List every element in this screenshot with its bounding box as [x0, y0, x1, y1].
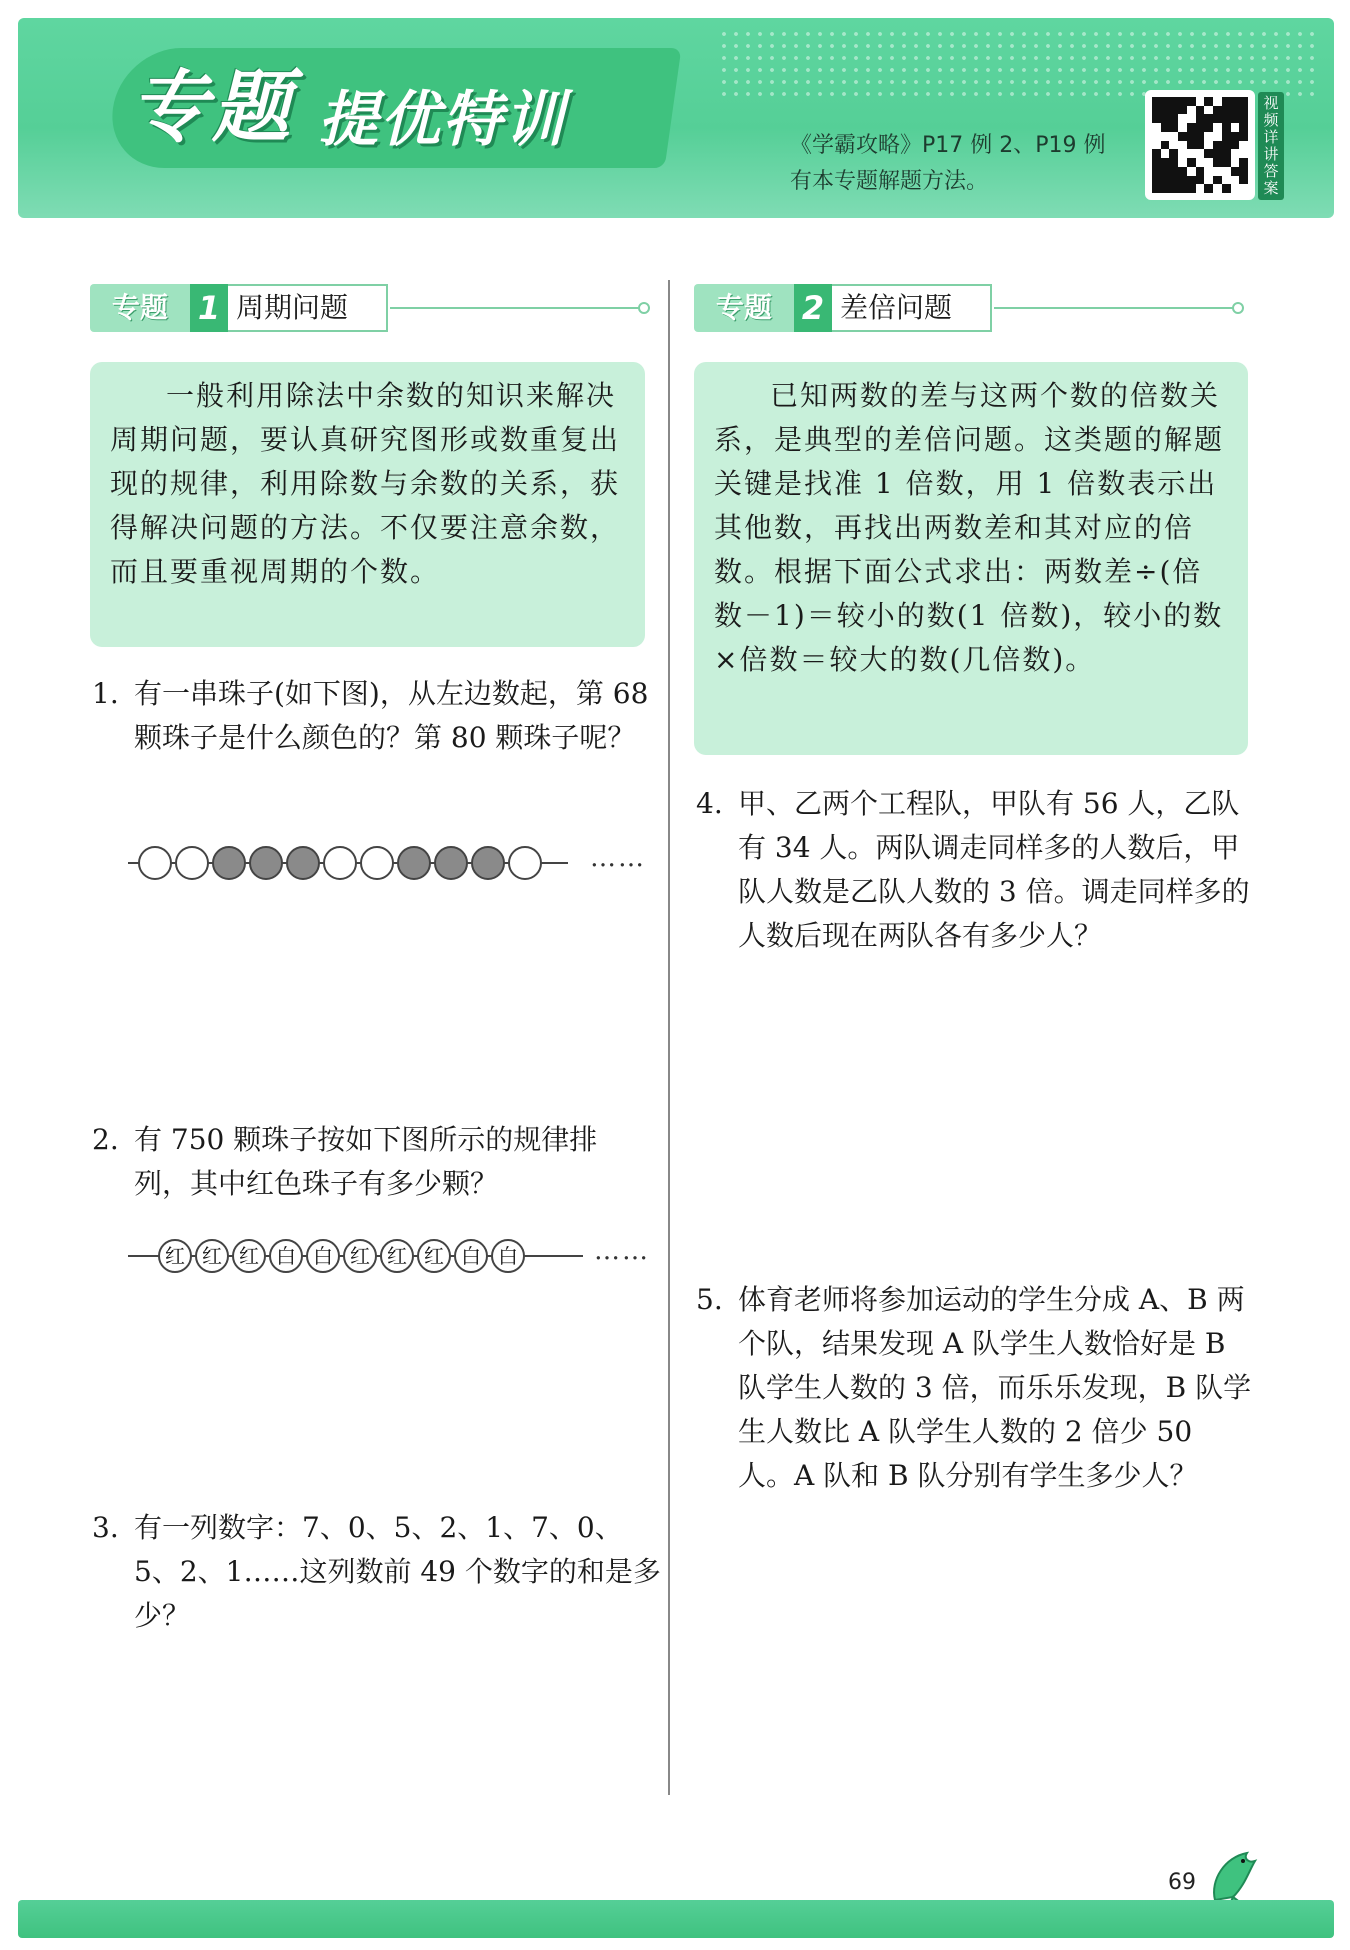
- page-title-main: 专题: [130, 63, 295, 153]
- qr-module: [1231, 141, 1240, 150]
- problem-number: 3.: [92, 1511, 119, 1544]
- topic-2-tip-text: 已知两数的差与这两个数的倍数关系，是典型的差倍问题。这类题的解题关键是找准 1 倍数，用 1 倍数表示出其他数，再找出两数差和其对应的倍数。根据下面公式求出：两数差÷(倍数－1)＝较小的数(1 倍数)，较小的数×倍数＝较大的数(几倍数)。: [714, 379, 1225, 676]
- column-divider: [668, 280, 670, 1795]
- ellipsis: ……: [594, 1236, 650, 1266]
- qr-module: [1196, 176, 1205, 185]
- qr-module: [1213, 132, 1222, 141]
- qr-module: [1178, 184, 1187, 193]
- problem-3: [92, 1506, 667, 1638]
- qr-module: [1178, 114, 1187, 123]
- qr-module: [1169, 184, 1178, 193]
- problem-text: 有一列数字：7、0、5、2、1、7、0、5、2、1……这列数前 49 个数字的和是多少？: [134, 1511, 661, 1632]
- qr-module: [1152, 184, 1161, 193]
- qr-module: [1169, 132, 1178, 141]
- qr-module: [1187, 158, 1196, 167]
- problem-5: [696, 1278, 1256, 1498]
- bead-white: 白: [454, 1239, 488, 1273]
- qr-module: [1152, 132, 1161, 141]
- qr-module: [1187, 184, 1196, 193]
- qr-module: [1239, 176, 1248, 185]
- qr-module: [1161, 123, 1170, 132]
- qr-module: [1231, 149, 1240, 158]
- qr-module: [1178, 158, 1187, 167]
- qr-module: [1213, 114, 1222, 123]
- qr-module: [1187, 149, 1196, 158]
- qr-module: [1222, 141, 1231, 150]
- qr-module: [1178, 141, 1187, 150]
- qr-module: [1161, 149, 1170, 158]
- problem-number: 2.: [92, 1123, 119, 1156]
- qr-module: [1187, 97, 1196, 106]
- qr-module: [1178, 106, 1187, 115]
- qr-module: [1204, 149, 1213, 158]
- bead-gray: [434, 846, 468, 880]
- qr-module: [1161, 106, 1170, 115]
- qr-module: [1204, 158, 1213, 167]
- qr-module: [1239, 158, 1248, 167]
- qr-module: [1187, 176, 1196, 185]
- qr-module: [1204, 97, 1213, 106]
- topic-title: 差倍问题: [832, 284, 992, 332]
- bead-red: 红: [195, 1239, 229, 1273]
- qr-module: [1161, 176, 1170, 185]
- qr-module: [1231, 132, 1240, 141]
- qr-module: [1187, 141, 1196, 150]
- topic-1-tip-box: [90, 362, 645, 647]
- qr-module: [1178, 167, 1187, 176]
- qr-module: [1169, 176, 1178, 185]
- qr-module: [1152, 141, 1161, 150]
- topic-rule: [994, 307, 1234, 309]
- qr-code-icon[interactable]: [1145, 90, 1255, 200]
- qr-module: [1222, 97, 1231, 106]
- bead-white: [323, 846, 357, 880]
- qr-module: [1231, 97, 1240, 106]
- qr-module: [1169, 141, 1178, 150]
- qr-module: [1196, 158, 1205, 167]
- topic-1-header: [90, 284, 656, 332]
- qr-module: [1152, 123, 1161, 132]
- bead-gray: [212, 846, 246, 880]
- bead-white: 白: [491, 1239, 525, 1273]
- qr-module: [1161, 114, 1170, 123]
- qr-module: [1213, 123, 1222, 132]
- qr-module: [1204, 176, 1213, 185]
- qr-module: [1213, 176, 1222, 185]
- qr-module: [1152, 158, 1161, 167]
- qr-module: [1169, 97, 1178, 106]
- qr-module: [1239, 167, 1248, 176]
- qr-module: [1187, 106, 1196, 115]
- qr-module: [1161, 158, 1170, 167]
- qr-module: [1222, 106, 1231, 115]
- qr-module: [1152, 167, 1161, 176]
- qr-module: [1204, 184, 1213, 193]
- bead-white: [360, 846, 394, 880]
- bead-red: 红: [417, 1239, 451, 1273]
- qr-module: [1196, 106, 1205, 115]
- problem-text: 有 750 颗珠子按如下图所示的规律排列，其中红色珠子有多少颗？: [134, 1123, 598, 1200]
- qr-module: [1204, 132, 1213, 141]
- qr-module: [1222, 158, 1231, 167]
- qr-module: [1213, 158, 1222, 167]
- bead-red: 红: [380, 1239, 414, 1273]
- qr-module: [1161, 184, 1170, 193]
- qr-module: [1204, 141, 1213, 150]
- topic-2-header: [694, 284, 1254, 332]
- problem-number: 4.: [696, 787, 723, 820]
- qr-module: [1239, 141, 1248, 150]
- qr-module: [1204, 167, 1213, 176]
- qr-module: [1213, 97, 1222, 106]
- footer-bar: [18, 1900, 1334, 1938]
- bead-white: [138, 846, 172, 880]
- qr-module: [1196, 184, 1205, 193]
- qr-module: [1161, 167, 1170, 176]
- bead-red: 红: [232, 1239, 266, 1273]
- qr-module: [1196, 123, 1205, 132]
- qr-module: [1231, 176, 1240, 185]
- qr-module: [1204, 123, 1213, 132]
- qr-module: [1187, 167, 1196, 176]
- qr-module: [1152, 114, 1161, 123]
- qr-module: [1222, 184, 1231, 193]
- qr-module: [1231, 158, 1240, 167]
- qr-module: [1213, 167, 1222, 176]
- reference-line-2: 有本专题解题方法。: [790, 169, 989, 194]
- bead-white: 白: [306, 1239, 340, 1273]
- bead-white: [508, 846, 542, 880]
- qr-module: [1196, 167, 1205, 176]
- qr-module: [1187, 114, 1196, 123]
- qr-module: [1196, 149, 1205, 158]
- reference-line-1: 《学霸攻略》P17 例 2、P19 例: [790, 133, 1106, 158]
- topic-rule: [390, 307, 640, 309]
- qr-module: [1239, 184, 1248, 193]
- qr-module: [1222, 176, 1231, 185]
- bead-row-1: [128, 843, 658, 883]
- qr-module: [1231, 184, 1240, 193]
- problem-number: 5.: [696, 1283, 723, 1316]
- topic-tag: 专题: [90, 284, 190, 332]
- qr-module: [1239, 132, 1248, 141]
- bead-red: 红: [158, 1239, 192, 1273]
- qr-module: [1178, 132, 1187, 141]
- qr-label: 视频详讲答案: [1258, 92, 1284, 200]
- qr-module: [1213, 141, 1222, 150]
- qr-module: [1169, 114, 1178, 123]
- topic-title: 周期问题: [228, 284, 388, 332]
- qr-module: [1169, 158, 1178, 167]
- topic-number: 2: [794, 284, 832, 332]
- qr-module: [1204, 114, 1213, 123]
- qr-module: [1222, 114, 1231, 123]
- problem-text: 体育老师将参加运动的学生分成 A、B 两个队，结果发现 A 队学生人数恰好是 B 队学生人数的 3 倍，而乐乐发现，B 队学生人数比 A 队学生人数的 2 倍少 50 人。A 队和 B 队分别有学生多少人？: [738, 1283, 1252, 1492]
- bead-red: 红: [343, 1239, 377, 1273]
- topic-2-tip-box: [694, 362, 1248, 755]
- problem-2: [92, 1118, 652, 1206]
- topic-1-tip-text: 一般利用除法中余数的知识来解决周期问题，要认真研究图形或数重复出现的规律，利用除数与余数的关系，获得解决问题的方法。不仅要注意余数，而且要重视周期的个数。: [110, 379, 621, 588]
- qr-module: [1213, 106, 1222, 115]
- bead-gray: [286, 846, 320, 880]
- qr-module: [1169, 123, 1178, 132]
- qr-module: [1161, 132, 1170, 141]
- qr-module: [1231, 114, 1240, 123]
- problem-1: [92, 672, 652, 760]
- bead-gray: [397, 846, 431, 880]
- qr-module: [1152, 176, 1161, 185]
- qr-module: [1152, 149, 1161, 158]
- qr-module: [1239, 106, 1248, 115]
- bead-row-2: [128, 1236, 658, 1276]
- bead-white: [175, 846, 209, 880]
- qr-module: [1196, 97, 1205, 106]
- bead-gray: [249, 846, 283, 880]
- qr-module: [1178, 176, 1187, 185]
- ellipsis: ……: [590, 843, 646, 873]
- qr-module: [1239, 123, 1248, 132]
- qr-module: [1196, 132, 1205, 141]
- problem-text: 有一串珠子(如下图)，从左边数起，第 68 颗珠子是什么颜色的？第 80 颗珠子呢？: [134, 677, 649, 754]
- page-title-sub: 提优特训: [318, 85, 566, 155]
- qr-module: [1222, 123, 1231, 132]
- topic-tag: 专题: [694, 284, 794, 332]
- bead-white: 白: [269, 1239, 303, 1273]
- qr-module: [1231, 106, 1240, 115]
- qr-module: [1187, 132, 1196, 141]
- problem-text: 甲、乙两个工程队，甲队有 56 人，乙队有 34 人。两队调走同样多的人数后，甲队人数是乙队人数的 3 倍。调走同样多的人数后现在两队各有多少人？: [738, 787, 1250, 952]
- qr-module: [1169, 106, 1178, 115]
- qr-module: [1239, 97, 1248, 106]
- reference-note: [790, 128, 1140, 200]
- topic-number: 1: [190, 284, 228, 332]
- qr-module: [1222, 149, 1231, 158]
- bead-gray: [471, 846, 505, 880]
- qr-module: [1161, 97, 1170, 106]
- banner-dot-pattern: [718, 28, 1318, 98]
- qr-module: [1213, 149, 1222, 158]
- qr-module: [1222, 167, 1231, 176]
- page-number: 69: [1168, 1870, 1196, 1895]
- qr-module: [1231, 123, 1240, 132]
- qr-module: [1204, 106, 1213, 115]
- qr-module: [1187, 123, 1196, 132]
- qr-module: [1239, 114, 1248, 123]
- problem-4: [696, 782, 1256, 958]
- qr-module: [1178, 123, 1187, 132]
- qr-module: [1213, 184, 1222, 193]
- qr-module: [1222, 132, 1231, 141]
- qr-module: [1196, 114, 1205, 123]
- qr-module: [1169, 167, 1178, 176]
- qr-module: [1152, 106, 1161, 115]
- qr-module: [1152, 97, 1161, 106]
- qr-module: [1161, 141, 1170, 150]
- qr-module: [1178, 97, 1187, 106]
- problem-number: 1.: [92, 677, 119, 710]
- qr-module: [1196, 141, 1205, 150]
- qr-module: [1239, 149, 1248, 158]
- qr-module: [1231, 167, 1240, 176]
- qr-module: [1169, 149, 1178, 158]
- qr-module: [1178, 149, 1187, 158]
